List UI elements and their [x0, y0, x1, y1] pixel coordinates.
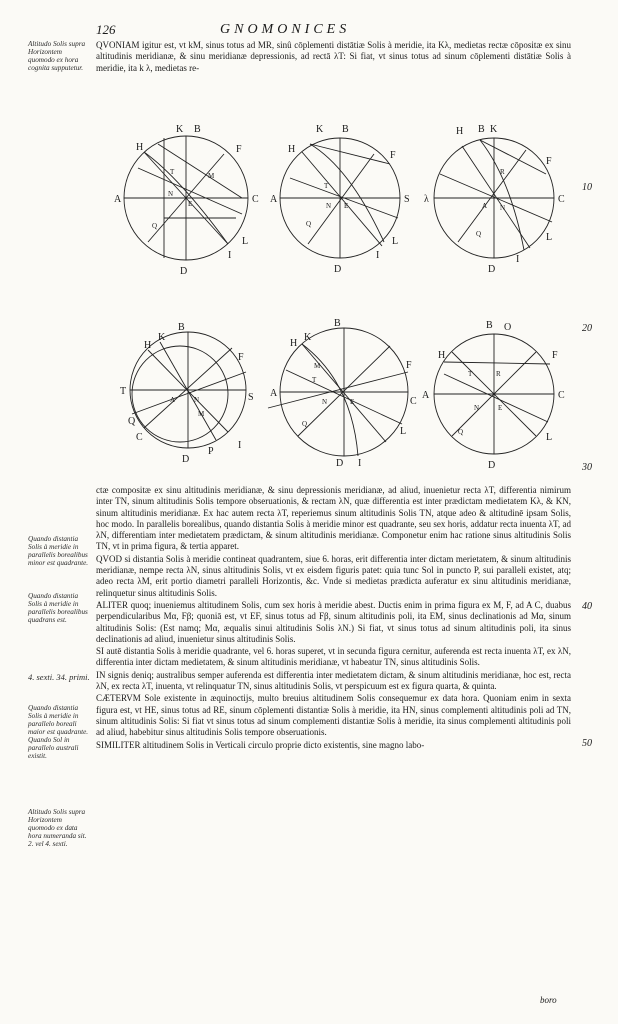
figure-5-label: Q	[302, 420, 308, 428]
paragraph: IN signis deniq; australibus semper auferenda est differentia inter medietatem dictam, & sinum altitudinis meridianæ, hoc est, recta λN, ex recta λT, inuenta, vt relinquatur TN, sinus altitudinis Solis, vt perspicuum est ex figura quarta, & quinta.	[96, 669, 571, 692]
figure-4-label: H	[144, 340, 152, 351]
figure-4-label: A	[170, 396, 176, 404]
margin-note: Altitudo Solis supra Horizontem quomodo ex hora cognita supputetur.	[28, 40, 86, 72]
figure-4-label: N	[194, 396, 200, 404]
figure-4-label: T	[120, 386, 127, 397]
paragraph: QVOD si distantia Solis à meridie contineat quadrantem, siue 6. horas, erit differentia inter dictam merietatem, & sinum altitudinis meridianæ, nempe recta λN, sinus altitudinis Solis, vt ex eisdem figuris patet: quia tunc Sol in puncto P, sui paralleli existet, atq; adeo recta λM, erit portio diametri paralleli Horizontis, &c. Vnde si medietas prædicta auferatur ex sinu altitudinis meridianæ, relinquetur sinus altitudinis Solis.	[96, 553, 571, 598]
figure-2-label: D	[334, 264, 342, 275]
figure-1-label: B	[194, 124, 201, 135]
margin-note: Quando distantia Solis à meridie in parallelis borealibus minor est quadrante.	[28, 535, 89, 567]
figure-6-label: F	[552, 350, 558, 361]
figure-3-label: H	[456, 126, 464, 137]
figure-6-label: C	[558, 390, 565, 401]
figure-3-label: N	[500, 204, 506, 212]
figure-1-label: H	[136, 142, 144, 153]
paragraph: SI autē distantia Solis à meridie quadrante, vel 6. horas superet, vt in secunda figura cernitur, auferenda est recta inuenta λT, ex λN, differentia inter dictam medietatem, & sinum altitudinis meridianæ, vt habeatur TN, sinus altitudinis Solis.	[96, 646, 571, 668]
figure-4-label: F	[238, 352, 244, 363]
line-number: 20	[582, 323, 592, 334]
main-text	[96, 485, 571, 995]
line-number: 50	[582, 738, 592, 749]
figure-6-label: R	[496, 370, 501, 378]
paragraph: CÆTERVM Sole existente in æquinoctijs, multo breuius altitudinem Solis consequemur ex data hora. Quoniam enim in sexta figura est, vt HE, sinus totus ad RE, sinum cōplementi distantiæ Solis à meridie, ita HN, sinus complementi altitudinis poli ad TN, sinum altitudinis Solis: Si fiat vt sinus totus ad sinum complementi distantiæ Solis à meridie, ita sinus complementi altitudinis poli ad aliud, habebitur sinus altitudinis Solis tempore obseruationis.	[96, 693, 571, 738]
paragraph: SIMILITER altitudinem Solis in Verticali circulo proprie dicto existentis, sine magno labo-	[96, 739, 425, 750]
margin-note: Quando distantia Solis à meridie in parallelis borealibus quadrans est.	[28, 592, 88, 624]
figure-6-label: A	[422, 390, 430, 401]
figure-3-label: D	[488, 264, 496, 275]
figure-4-label: P	[208, 446, 214, 457]
figure-3-label: K	[490, 124, 498, 135]
running-head: GNOMONICES	[220, 22, 351, 37]
figure-6-label: E	[498, 404, 503, 412]
figure-2-label: A	[270, 194, 278, 205]
figure-6-label: H	[438, 350, 446, 361]
figure-6-label: Q	[458, 428, 464, 436]
paragraph: ctæ compositæ ex sinu altitudinis meridianæ, & sinu depressionis meridianæ, ad aliud, inuenietur recta λT, differentia nimirum inter TN, sinum altitudinis Solis tempore obseruationis, & rectam λN, quæ differentia est inter prædictam medietatem Kλ, & KN, sinum altitudinis meridianæ. Ex hac autem recta λT, reperiemus sinum altitudinis Solis TN, atque adeo & altitudinē ipsam Solis, hoc modo. In parallelis borealibus, quando distantia Solis à meridie minor est quadrante, seu sex horis, addatur recta inuenta λT, ad λN, differentiam inter medietatem prædictam, & sinum altitudinis meridianæ. Componetur enim hac ratione sinus altitudinis Solis TN, vt in prima figura, & tertia apparet.	[96, 485, 571, 552]
figure-2	[266, 118, 416, 278]
figure-6	[418, 314, 570, 472]
figure-2-label: H	[288, 144, 296, 155]
figure-6-label: T	[468, 370, 473, 378]
line-number: 10	[582, 182, 592, 193]
figure-5-label: F	[406, 360, 412, 371]
figure-6-label: O	[504, 322, 512, 333]
figure-2-label: N	[326, 202, 332, 210]
line-number: 30	[582, 462, 592, 473]
figure-3-label: A	[482, 202, 488, 210]
figure-4-label: Q	[128, 416, 136, 427]
figure-2-label: E	[344, 202, 349, 210]
figure-4-label: B	[178, 322, 185, 333]
margin-note: Quando distantia Solis à meridie in parallelo boreali maior est quadrante. Quando Sol in parallelo australi existit.	[28, 704, 89, 760]
figure-5-label: D	[336, 458, 344, 469]
figure-5-label: E	[350, 398, 355, 406]
figure-2-label: T	[324, 182, 329, 190]
figure-2-label: I	[376, 250, 380, 261]
figure-2-label: F	[390, 150, 396, 161]
figure-4-label: K	[158, 332, 166, 343]
figure-5-label: C	[410, 396, 417, 407]
figure-3-label: C	[558, 194, 565, 205]
figure-1-label: A	[114, 194, 122, 205]
figure-1-label: Q	[152, 222, 158, 230]
figure-6-label: D	[488, 460, 496, 471]
figure-3-label: F	[546, 156, 552, 167]
figure-4-label: S	[248, 392, 254, 403]
figure-1-label: E	[188, 200, 193, 208]
margin-note: Altitudo Solis supra Horizontem quomodo ex data hora numeranda sit. 2. vel 4. sexti.	[28, 808, 87, 848]
figure-1-label: L	[242, 236, 249, 247]
margin-note: 4. sexti. 34. primi.	[28, 672, 90, 682]
figure-1-label: D	[180, 266, 188, 277]
figure-5-label: L	[400, 426, 407, 437]
figure-2-label: B	[342, 124, 349, 135]
figure-5-label: T	[312, 376, 317, 384]
figure-1-label: I	[228, 250, 232, 261]
line-number: 40	[582, 601, 592, 612]
figure-1-label: C	[252, 194, 259, 205]
figure-4-label: C	[136, 432, 143, 443]
figure-5-label: A	[270, 388, 278, 399]
figure-3-label: L	[546, 232, 553, 243]
figure-5-label: H	[290, 338, 298, 349]
figure-5-label: M	[314, 362, 321, 370]
paragraph: ALITER quoq; inueniemus altitudinem Solis, cum sex horis à meridie abest. Ductis enim in prima figura ex M, F, ad A C, duabus perpendicularibus Mα, Fβ; quoniā est, vt EF, sinus totus ad Fβ, sinum altitudinis poli, ita EM, sinus declinationis ad Mα, sinum altitudinis Solis: (Est namq; Mα, æqualis sinui altitudinis Solis λN.) Si fiat, vt sinus totus ad sinum altitudinis poli, ita sinus declinationis ad aliud, inuenietur sinus altitudinis Solis.	[96, 599, 571, 644]
figure-4-label: I	[238, 440, 242, 451]
figure-1-label: T	[170, 168, 175, 176]
figure-5-label: K	[304, 332, 312, 343]
figure-6-label: B	[486, 320, 493, 331]
figure-3-label: λ	[424, 194, 429, 205]
figure-1	[108, 118, 268, 278]
figure-2-label: S	[404, 194, 410, 205]
figure-6-label: N	[474, 404, 480, 412]
figure-4	[108, 320, 268, 470]
page-number: 126	[96, 22, 116, 37]
figure-1-label: N	[168, 190, 174, 198]
figure-3-label: I	[516, 254, 520, 265]
figure-3	[420, 118, 570, 278]
figure-5	[262, 312, 424, 472]
figure-3-label: Q	[476, 230, 482, 238]
figure-5-label: B	[334, 318, 341, 329]
figure-2-label: Q	[306, 220, 312, 228]
figure-1-label: K	[176, 124, 184, 135]
figure-3-label: B	[478, 124, 485, 135]
intro-text	[96, 40, 571, 112]
figure-1-label: M	[208, 172, 215, 180]
figure-6-label: L	[546, 432, 553, 443]
figure-4-label: D	[182, 454, 190, 465]
figure-5-label: N	[322, 398, 328, 406]
figure-2-label: L	[392, 236, 399, 247]
figure-5-label: I	[358, 458, 362, 469]
figure-4-label: M	[198, 410, 205, 418]
figure-3-label: R	[500, 168, 505, 176]
catchword: boro	[540, 995, 557, 1005]
figure-2-label: K	[316, 124, 324, 135]
intro-paragraph: QVONIAM igitur est, vt kM, sinus totus ad MR, sinû cōplementi distātiæ Solis à meridie, ita Kλ, medietas rectæ cōpositæ ex sinu altitudinis meridianæ, & sinu meridianæ depressionis, ad rectā λT: Si fiat, vt sinus totus ad sinum cōplementi distātiæ Solis à meridie, ita k λ, medietas re-	[96, 40, 571, 73]
figure-1-label: F	[236, 144, 242, 155]
